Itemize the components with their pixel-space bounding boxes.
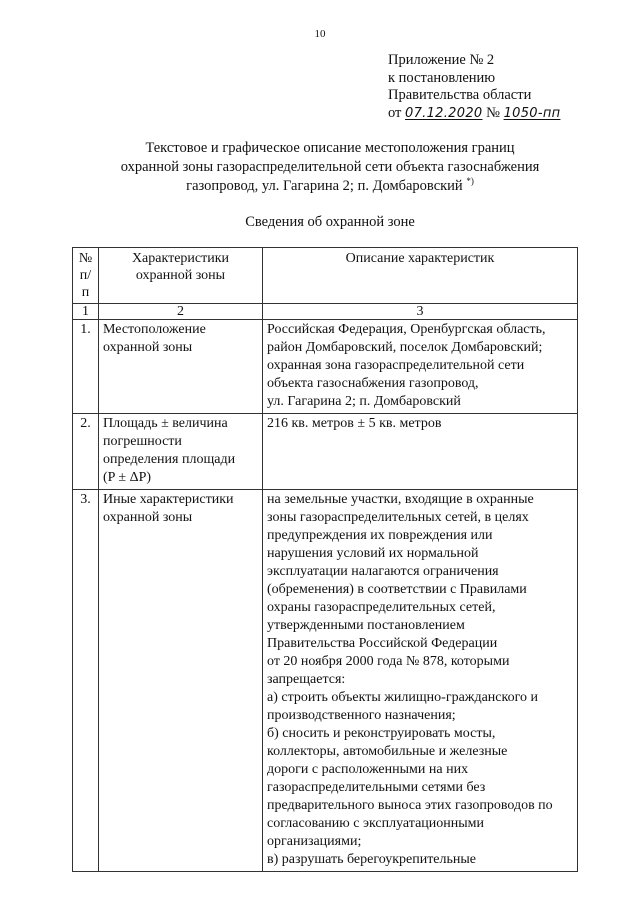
title-line-1: Текстовое и графическое описание местоположения границ xyxy=(145,140,515,156)
handwritten-number: 1050-пп xyxy=(503,105,561,121)
text-line: коллекторы, автомобильные и железные xyxy=(267,744,508,759)
row-number: 3. xyxy=(73,490,99,872)
text-line: погрешности xyxy=(103,434,182,449)
header-characteristic-line: охранной зоны xyxy=(135,268,226,283)
text-line: Местоположение xyxy=(103,322,206,337)
page-number: 10 xyxy=(314,28,326,40)
text-line: Площадь ± величина xyxy=(103,416,228,431)
footnote-mark: *) xyxy=(466,176,474,186)
header-number-line: № xyxy=(78,251,93,266)
row-characteristic xyxy=(99,320,263,414)
row-description xyxy=(263,320,578,414)
text-line: в) разрушать берегоукрепительные xyxy=(267,852,477,867)
text-line: (P ± ΔP) xyxy=(103,470,152,485)
row-characteristic xyxy=(99,414,263,490)
text-line: нарушения условий их нормальной xyxy=(267,546,479,561)
text-line: 216 кв. метров ± 5 кв. метров xyxy=(267,416,442,431)
from-label: от xyxy=(388,104,402,121)
column-index-row xyxy=(73,304,578,320)
row-number: 2. xyxy=(73,414,99,490)
appendix-reference xyxy=(388,105,560,123)
text-line: эксплуатации налагаются ограничения xyxy=(267,564,499,579)
text-line: охранная зона газораспределительной сети xyxy=(267,358,525,373)
text-line: охранной зоны xyxy=(103,340,193,355)
row-description xyxy=(263,414,578,490)
header-number xyxy=(73,248,99,304)
column-index: 3 xyxy=(263,304,578,320)
table-row xyxy=(73,414,578,490)
appendix-block xyxy=(388,52,560,122)
text-line: охраны газораспределительных сетей, xyxy=(267,600,496,615)
text-line: предупреждения их повреждения или xyxy=(267,528,493,543)
text-line: на земельные участки, входящие в охранные xyxy=(267,492,534,507)
text-line: район Домбаровский, поселок Домбаровский; xyxy=(267,340,543,355)
handwritten-date: 07.12.2020 xyxy=(405,105,483,121)
row-characteristic xyxy=(99,490,263,872)
text-line: охранной зоны xyxy=(103,510,193,525)
header-number-line: п/п xyxy=(79,268,92,300)
table-row xyxy=(73,320,578,414)
number-label: № xyxy=(486,104,500,121)
text-line: зоны газораспределительных сетей, в целях xyxy=(267,510,529,525)
text-line: ул. Гагарина 2; п. Домбаровский xyxy=(267,394,461,409)
text-line: от 20 ноября 2000 года № 878, которыми xyxy=(267,654,510,669)
text-line: газораспределительными сетями без xyxy=(267,780,486,795)
text-line: определения площади xyxy=(103,452,236,467)
header-characteristic xyxy=(99,248,263,304)
title-line-3-text: газопровод, ул. Гагарина 2; п. Домбаровский xyxy=(186,178,463,194)
text-line: предварительного выноса этих газопроводов по xyxy=(267,798,553,813)
protection-zone-table xyxy=(72,247,578,872)
text-line: дороги с расположенными на них xyxy=(267,762,469,777)
text-line: (обременения) в соответствии с Правилами xyxy=(267,582,527,597)
column-index: 1 xyxy=(73,304,99,320)
text-line: Иные характеристики xyxy=(103,492,234,507)
header-characteristic-line: Характеристики xyxy=(131,251,230,266)
row-number: 1. xyxy=(73,320,99,414)
text-line: согласованию с эксплуатационными xyxy=(267,816,485,831)
appendix-line-3: Правительства области xyxy=(388,87,532,103)
table-header-row xyxy=(73,248,578,304)
appendix-line-1: Приложение № 2 xyxy=(388,52,495,68)
text-line: объекта газоснабжения газопровод, xyxy=(267,376,479,391)
text-line: организациями; xyxy=(267,834,362,849)
text-line: Российская Федерация, Оренбургская область, xyxy=(267,322,546,337)
text-line: Правительства Российской Федерации xyxy=(267,636,498,651)
section-title: Сведения об охранной зоне xyxy=(245,214,415,230)
document-title xyxy=(60,139,600,196)
row-description xyxy=(263,490,578,872)
text-line: производственного назначения; xyxy=(267,708,456,723)
text-line: б) сносить и реконструировать мосты, xyxy=(267,726,496,741)
text-line: запрещается: xyxy=(267,672,346,687)
text-line: а) строить объекты жилищно-гражданского и xyxy=(267,690,538,705)
title-line-3 xyxy=(60,177,600,196)
text-line: утвержденными постановлением xyxy=(267,618,465,633)
appendix-line-2: к постановлению xyxy=(388,69,496,86)
header-description: Описание характеристик xyxy=(263,248,578,304)
column-index: 2 xyxy=(99,304,263,320)
title-line-2: охранной зоны газораспределительной сети объекта газоснабжения xyxy=(120,159,540,175)
table-row xyxy=(73,490,578,872)
